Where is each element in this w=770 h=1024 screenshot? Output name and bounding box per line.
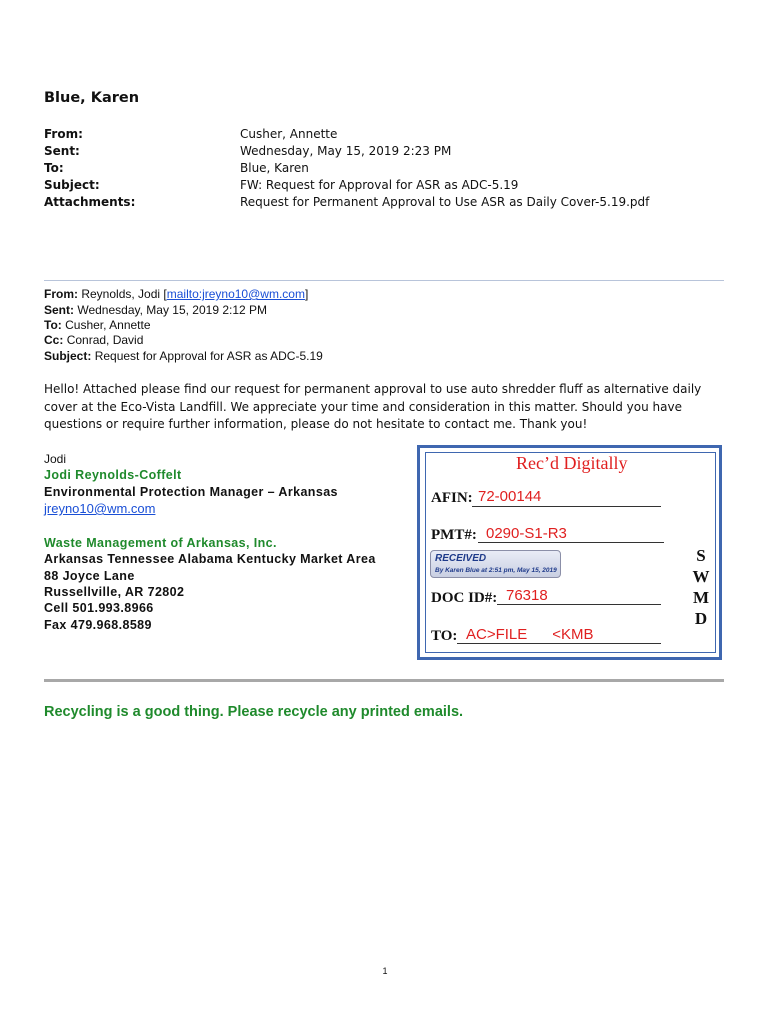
fw-from-value: Reynolds, Jodi [ xyxy=(81,287,167,301)
fw-to-value: Cusher, Annette xyxy=(65,318,151,332)
fw-from-end: ] xyxy=(304,287,309,301)
fw-cc-label: Cc: xyxy=(44,333,64,347)
sig-name: Jodi Reynolds-Coffelt xyxy=(44,468,182,482)
received-badge-title: RECEIVED xyxy=(435,553,487,564)
sig-address2: Russellville, AR 72802 xyxy=(44,585,185,599)
fw-to-label: To: xyxy=(44,318,62,332)
subject-label: Subject: xyxy=(44,178,100,192)
header-divider xyxy=(44,280,724,281)
stamp-pmt-line xyxy=(478,542,664,543)
fw-mailto-link[interactable]: mailto:jreyno10@wm.com xyxy=(166,287,305,301)
to-label: To: xyxy=(44,161,64,175)
sig-cell: Cell 501.993.8966 xyxy=(44,601,154,615)
stamp-swmd-s: S xyxy=(696,546,706,565)
sig-email-link[interactable]: jreyno10@wm.com xyxy=(44,501,156,516)
email-owner-title: Blue, Karen xyxy=(44,90,140,106)
from-value: Cusher, Annette xyxy=(240,127,338,141)
stamp-swmd-w: W xyxy=(692,567,710,586)
fw-cc-row xyxy=(44,333,143,348)
sent-label: Sent: xyxy=(44,144,80,158)
stamp-afin-label: AFIN: xyxy=(431,490,473,506)
fw-from-label: From: xyxy=(44,287,78,301)
sig-company: Waste Management of Arkansas, Inc. xyxy=(44,536,277,550)
attachment-link[interactable]: Request for Permanent Approval to Use ASR as Daily Cover-5.19.pdf xyxy=(240,195,650,209)
footer-divider xyxy=(44,679,724,682)
fw-sent-label: Sent: xyxy=(44,303,74,317)
to-value: Blue, Karen xyxy=(240,161,309,175)
stamp-to-value: AC>FILE <KMB xyxy=(466,626,594,643)
subject-value: FW: Request for Approval for ASR as ADC-5.19 xyxy=(240,178,519,192)
fw-subject-value: Request for Approval for ASR as ADC-5.19 xyxy=(94,349,323,363)
sig-area: Arkansas Tennessee Alabama Kentucky Market Area xyxy=(44,552,376,566)
from-label: From: xyxy=(44,127,83,141)
sig-greeting: Jodi xyxy=(44,452,67,466)
stamp-afin-line xyxy=(472,506,661,507)
fw-to-row xyxy=(44,318,151,333)
stamp-afin-value: 72-00144 xyxy=(478,488,542,505)
stamp-to-label: TO: xyxy=(431,628,458,644)
page-number: 1 xyxy=(382,966,388,976)
sig-fax: Fax 479.968.8589 xyxy=(44,618,152,632)
recycle-notice: Recycling is a good thing. Please recycle any printed emails. xyxy=(44,704,464,720)
received-badge-sub: By Karen Blue at 2:51 pm, May 15, 2019 xyxy=(435,567,557,574)
stamp-pmt-value: 0290-S1-R3 xyxy=(486,525,567,542)
fw-cc-value: Conrad, David xyxy=(66,333,144,347)
stamp-docid-label: DOC ID#: xyxy=(431,590,498,606)
fw-subject-label: Subject: xyxy=(44,349,92,363)
stamp-to-line xyxy=(457,643,661,644)
stamp-heading: Rec’d Digitally xyxy=(516,453,628,473)
fw-sent-row xyxy=(44,303,267,318)
stamp-pmt-label: PMT#: xyxy=(431,527,477,543)
stamp-docid-line xyxy=(497,604,661,605)
sig-role: Environmental Protection Manager – Arkansas xyxy=(44,485,338,499)
fw-sent-value: Wednesday, May 15, 2019 2:12 PM xyxy=(77,303,268,317)
email-body: Hello! Attached please find our request for permanent approval to use auto shredder fluff as alternative daily cover at the Eco-Vista Landfill. We appreciate your time and consideration in this matter. Should you have questions or require further information, please do not hesitate to contact me. Thank you! xyxy=(44,382,702,431)
stamp-swmd-d: D xyxy=(694,609,708,628)
fw-subject-row xyxy=(44,349,323,364)
fw-from-row xyxy=(44,287,308,302)
sent-value: Wednesday, May 15, 2019 2:23 PM xyxy=(240,144,452,158)
sig-address1: 88 Joyce Lane xyxy=(44,569,135,583)
stamp-swmd-m: M xyxy=(692,588,710,607)
attachments-label: Attachments: xyxy=(44,195,136,209)
stamp-docid-value: 76318 xyxy=(506,587,548,604)
